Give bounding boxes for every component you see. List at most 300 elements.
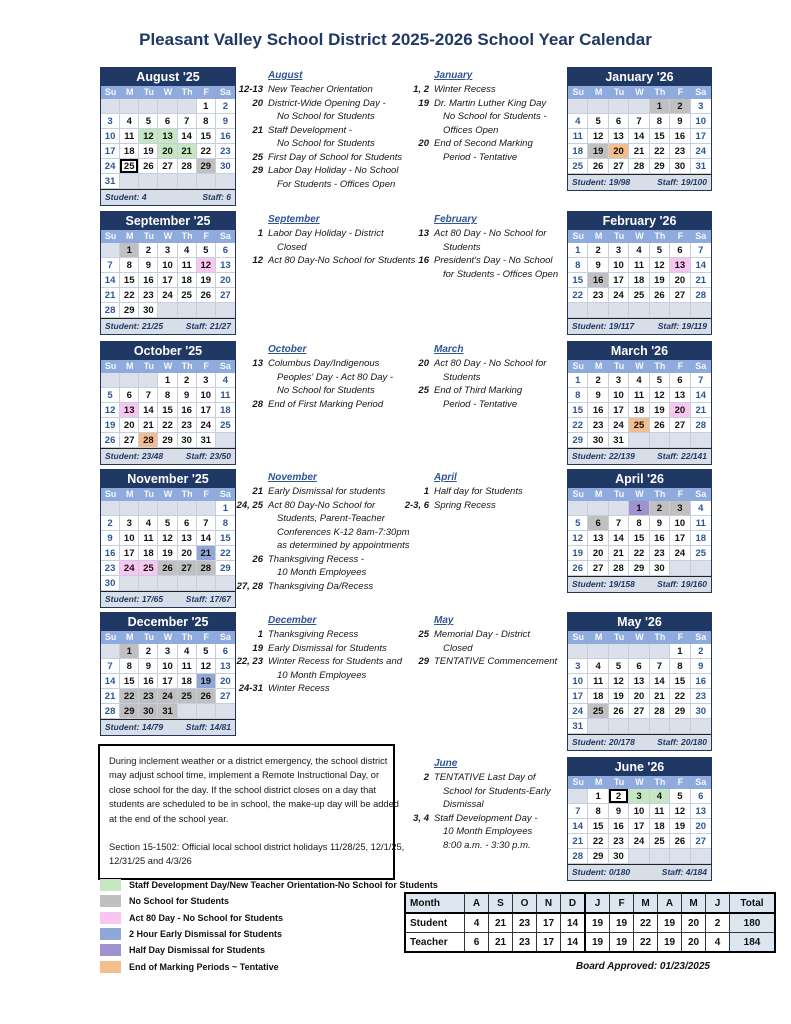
event-date: 25 — [418, 629, 429, 640]
calendar-day-cell: 29 — [629, 561, 649, 576]
text-line: students are scheduled to be in school, the make-up day will be added — [109, 799, 399, 810]
student-days-count: Student: 0/180 — [572, 867, 631, 877]
calendar-day-cell: 4 — [588, 659, 608, 674]
calendar-day-cell: 5 — [139, 114, 158, 129]
inclement-weather-notice — [98, 744, 405, 880]
day-of-week-header: Su — [568, 360, 588, 373]
calendar-day-cell: 19 — [197, 674, 216, 689]
calendar-day-cell: 5 — [197, 644, 216, 659]
day-of-week-header: M — [588, 631, 608, 644]
calendar-empty-cell — [197, 174, 216, 189]
calendar-day-cell: 11 — [178, 258, 197, 273]
event-row — [396, 771, 566, 785]
calendar-day-cell: 12 — [139, 129, 158, 144]
calendar-empty-cell — [158, 303, 177, 318]
summary-value: 21 — [489, 933, 513, 953]
calendar-grid — [568, 230, 711, 318]
calendar-day-cell: 30 — [670, 159, 690, 174]
calendar-day-cell: 1 — [158, 373, 177, 388]
calendar-day-cell: 10 — [158, 659, 177, 674]
calendar-day-cell: 10 — [101, 129, 120, 144]
calendar-empty-cell — [629, 433, 649, 448]
board-approved-note: Board Approved: 01/23/2025 — [575, 961, 710, 972]
calendar-day-cell: 8 — [120, 659, 139, 674]
calendar-day-cell: 2 — [588, 373, 608, 388]
event-date: 13 — [418, 228, 429, 239]
calendar-day-cell: 26 — [609, 704, 629, 719]
event-date: 2 — [423, 772, 429, 783]
event-date — [396, 151, 434, 165]
calendar-day-cell: 22 — [216, 546, 235, 561]
calendar-day-cell: 23 — [650, 546, 670, 561]
calendar-day-cell: 13 — [670, 388, 690, 403]
calendar-day-cell: 21 — [178, 144, 197, 159]
event-text: Students — [443, 371, 481, 383]
events-month-heading: January — [434, 70, 473, 81]
calendar-empty-cell — [691, 303, 711, 318]
calendar-day-cell: 28 — [650, 704, 670, 719]
calendar-day-cell: 21 — [568, 834, 588, 849]
calendar-month-title: April '26 — [568, 470, 711, 488]
calendar-empty-cell — [670, 849, 690, 864]
calendar-day-cell: 11 — [650, 804, 670, 819]
calendar-empty-cell — [609, 99, 629, 114]
calendar-day-cell: 6 — [691, 789, 711, 804]
summary-header: A — [465, 893, 489, 913]
calendar-day-cell: 8 — [568, 258, 588, 273]
summary-header: S — [489, 893, 513, 913]
student-days-count: Student: 4 — [105, 192, 147, 202]
calendar-day-cell: 20 — [120, 418, 139, 433]
event-date — [396, 398, 434, 412]
calendar-day-cell: 30 — [178, 433, 197, 448]
calendar-day-cell: 28 — [629, 159, 649, 174]
calendar-day-cell: 1 — [629, 501, 649, 516]
day-of-week-header: Su — [101, 631, 120, 644]
calendar-day-cell: 10 — [197, 388, 216, 403]
calendar-day-cell: 26 — [670, 834, 690, 849]
event-row — [396, 642, 566, 656]
day-of-week-header: F — [197, 360, 216, 373]
calendar-footer — [101, 591, 235, 607]
calendar-empty-cell — [216, 704, 235, 719]
calendar-day-cell: 4 — [568, 114, 588, 129]
calendar-day-cell: 25 — [588, 704, 608, 719]
event-row — [396, 124, 566, 138]
calendar-day-cell: 2 — [178, 373, 197, 388]
calendar-day-cell: 26 — [139, 159, 158, 174]
event-date — [230, 241, 268, 255]
calendar-day-cell: 7 — [691, 243, 711, 258]
calendar-june-2026 — [567, 757, 712, 881]
calendar-footer — [101, 189, 235, 205]
event-date — [396, 825, 434, 839]
calendar-day-cell: 25 — [650, 834, 670, 849]
event-row — [230, 580, 400, 594]
calendar-day-cell: 15 — [120, 273, 139, 288]
calendar-day-cell: 9 — [216, 114, 235, 129]
calendar-day-cell: 17 — [197, 403, 216, 418]
calendar-day-cell: 15 — [588, 819, 608, 834]
calendar-month-title: November '25 — [101, 470, 235, 488]
summary-header: Month — [405, 893, 465, 913]
calendar-empty-cell — [691, 433, 711, 448]
summary-header: N — [537, 893, 561, 913]
calendar-day-cell: 7 — [568, 804, 588, 819]
events-april — [396, 472, 566, 512]
event-text: 10 Month Employees — [277, 567, 367, 578]
calendar-day-cell: 29 — [197, 159, 216, 174]
calendar-day-cell: 1 — [650, 99, 670, 114]
event-date: 1 — [257, 228, 263, 239]
calendar-day-cell: 19 — [568, 546, 588, 561]
attendance-summary-table — [404, 892, 776, 953]
calendar-day-cell: 18 — [588, 689, 608, 704]
calendar-day-cell: 12 — [670, 804, 690, 819]
event-text: Offices Open — [443, 124, 499, 136]
event-date — [396, 371, 434, 385]
calendar-day-cell: 14 — [650, 674, 670, 689]
calendar-day-cell: 16 — [691, 674, 711, 689]
calendar-grid — [101, 86, 235, 189]
day-of-week-header: Sa — [691, 360, 711, 373]
calendar-september-2025 — [100, 211, 236, 335]
calendar-day-cell: 28 — [568, 849, 588, 864]
calendar-empty-cell — [158, 99, 177, 114]
calendar-day-cell: 26 — [650, 288, 670, 303]
calendar-day-cell: 18 — [178, 273, 197, 288]
calendar-january-2026 — [567, 67, 712, 191]
event-text: President's Day - No School — [434, 255, 553, 266]
calendar-day-cell: 22 — [650, 144, 670, 159]
event-text: Period - Tentative — [443, 151, 518, 163]
event-text: Dismissal — [443, 799, 484, 810]
calendar-empty-cell — [101, 373, 120, 388]
day-of-week-header: Su — [101, 86, 120, 99]
calendar-day-cell: 9 — [588, 388, 608, 403]
day-of-week-header: W — [158, 360, 177, 373]
calendar-day-cell: 25 — [139, 561, 158, 576]
calendar-day-cell: 18 — [568, 144, 588, 159]
calendar-day-cell: 31 — [197, 433, 216, 448]
event-date: 12 — [252, 255, 263, 266]
student-days-count: Student: 22/139 — [572, 451, 635, 461]
calendar-day-cell: 30 — [216, 159, 235, 174]
calendar-day-cell: 27 — [670, 288, 690, 303]
calendar-empty-cell — [139, 501, 158, 516]
calendar-day-cell: 6 — [629, 659, 649, 674]
calendar-day-cell: 5 — [670, 789, 690, 804]
calendar-day-cell: 2 — [588, 243, 608, 258]
calendar-day-cell: 15 — [568, 273, 588, 288]
event-date — [230, 384, 268, 398]
event-row — [230, 499, 400, 513]
calendar-day-cell: 12 — [197, 659, 216, 674]
event-text: End of First Marking Period — [268, 398, 384, 410]
event-row — [230, 110, 400, 124]
calendar-day-cell: 2 — [101, 516, 120, 531]
legend-item — [100, 926, 438, 942]
calendar-day-cell: 1 — [588, 789, 608, 804]
event-row — [396, 485, 566, 499]
calendar-day-cell: 21 — [629, 144, 649, 159]
legend-label: No School for Students — [129, 896, 229, 907]
events-march — [396, 344, 566, 411]
calendar-day-cell: 3 — [158, 243, 177, 258]
student-days-count: Student: 19/158 — [572, 579, 635, 589]
calendar-day-cell: 26 — [101, 433, 120, 448]
event-row — [396, 785, 566, 799]
calendar-day-cell: 22 — [197, 144, 216, 159]
calendar-empty-cell — [670, 303, 690, 318]
event-row — [396, 241, 566, 255]
event-row — [230, 227, 400, 241]
calendar-empty-cell — [158, 501, 177, 516]
calendar-day-cell: 19 — [650, 403, 670, 418]
calendar-day-cell: 17 — [609, 403, 629, 418]
calendar-day-cell: 25 — [120, 159, 139, 174]
day-of-week-header: Su — [568, 488, 588, 501]
summary-header: M — [682, 893, 706, 913]
calendar-day-cell: 20 — [216, 273, 235, 288]
calendar-empty-cell — [568, 789, 588, 804]
event-text: TENTATIVE Commencement — [434, 656, 558, 667]
events-august — [230, 70, 403, 191]
day-of-week-header: M — [588, 230, 608, 243]
calendar-day-cell: 12 — [158, 531, 177, 546]
calendar-day-cell: 21 — [139, 418, 158, 433]
summary-value: 23 — [513, 933, 537, 953]
calendar-empty-cell — [120, 501, 139, 516]
calendar-day-cell: 21 — [197, 546, 216, 561]
calendar-day-cell: 25 — [629, 418, 649, 433]
calendar-day-cell: 28 — [101, 303, 120, 318]
event-date: 28 — [252, 398, 263, 410]
calendar-empty-cell — [178, 501, 197, 516]
day-of-week-header: M — [120, 631, 139, 644]
calendar-empty-cell — [568, 303, 588, 318]
calendar-day-cell: 24 — [158, 689, 177, 704]
calendar-day-cell: 28 — [691, 418, 711, 433]
calendar-day-cell: 19 — [650, 273, 670, 288]
calendar-day-cell: 12 — [650, 258, 670, 273]
day-of-week-header: Sa — [216, 230, 235, 243]
calendar-day-cell: 2 — [650, 501, 670, 516]
calendar-day-cell: 7 — [197, 516, 216, 531]
calendar-day-cell: 18 — [691, 531, 711, 546]
event-date: 16 — [418, 255, 429, 266]
summary-value: 19 — [658, 933, 682, 953]
day-of-week-header: M — [588, 360, 608, 373]
calendar-footer — [568, 864, 711, 880]
calendar-day-cell: 1 — [120, 243, 139, 258]
calendar-day-cell: 24 — [691, 144, 711, 159]
day-of-week-header: Tu — [139, 488, 158, 501]
text-line: at the end of the school year. — [109, 813, 229, 824]
event-row — [230, 124, 400, 138]
calendar-day-cell: 15 — [158, 403, 177, 418]
calendar-day-cell: 18 — [650, 819, 670, 834]
event-text: Winter Recess — [268, 683, 330, 694]
event-date: 1 — [257, 629, 263, 640]
day-of-week-header: Su — [568, 230, 588, 243]
calendar-day-cell: 6 — [670, 243, 690, 258]
calendar-day-cell: 8 — [120, 258, 139, 273]
calendar-day-cell: 14 — [568, 819, 588, 834]
event-date: 25 — [418, 385, 429, 396]
calendar-empty-cell — [650, 719, 670, 734]
legend-item — [100, 910, 438, 926]
event-row — [396, 97, 566, 111]
calendar-day-cell: 24 — [609, 288, 629, 303]
calendar-footer — [568, 174, 711, 190]
day-of-week-header: Tu — [609, 631, 629, 644]
day-of-week-header: W — [629, 631, 649, 644]
calendar-day-cell: 5 — [650, 373, 670, 388]
calendar-empty-cell — [568, 644, 588, 659]
calendar-empty-cell — [197, 576, 216, 591]
calendar-day-cell: 16 — [670, 129, 690, 144]
calendar-day-cell: 29 — [216, 561, 235, 576]
calendar-day-cell: 28 — [178, 159, 197, 174]
calendar-april-2026 — [567, 469, 712, 593]
student-days-count: Student: 23/48 — [105, 451, 164, 461]
calendar-day-cell: 3 — [120, 516, 139, 531]
calendar-empty-cell — [609, 644, 629, 659]
calendar-day-cell: 11 — [629, 258, 649, 273]
event-date — [396, 124, 434, 138]
calendar-day-cell: 8 — [158, 388, 177, 403]
events-december — [230, 615, 403, 696]
event-row — [230, 357, 400, 371]
event-text: Peoples' Day - Act 80 Day - — [277, 371, 394, 383]
summary-value: 19 — [610, 913, 634, 933]
day-of-week-header: W — [629, 360, 649, 373]
summary-value: 17 — [537, 913, 561, 933]
inclement-weather-paragraph — [109, 754, 399, 826]
attendance-summary — [404, 892, 776, 953]
calendar-day-cell: 13 — [670, 258, 690, 273]
summary-header: O — [513, 893, 537, 913]
calendar-day-cell: 5 — [609, 659, 629, 674]
calendar-day-cell: 8 — [588, 804, 608, 819]
day-of-week-header: Su — [568, 86, 588, 99]
calendar-day-cell: 19 — [588, 144, 608, 159]
calendar-day-cell: 21 — [650, 689, 670, 704]
summary-value: 22 — [634, 913, 658, 933]
event-row — [230, 669, 400, 683]
day-of-week-header: Su — [568, 776, 588, 789]
calendar-day-cell: 30 — [650, 561, 670, 576]
events-june — [396, 758, 566, 852]
calendar-empty-cell — [178, 576, 197, 591]
event-text: Act 80 Day-No School for — [268, 499, 376, 511]
day-of-week-header: Th — [178, 86, 197, 99]
event-text: Act 80 Day - No School for — [434, 228, 547, 239]
event-date: 22, 23 — [236, 656, 263, 667]
calendar-empty-cell — [609, 719, 629, 734]
event-text: Columbus Day/Indigenous — [268, 358, 380, 369]
calendar-day-cell: 25 — [178, 689, 197, 704]
summary-value: 19 — [610, 933, 634, 953]
summary-header: F — [610, 893, 634, 913]
legend-item — [100, 893, 438, 909]
legend-item — [100, 877, 438, 893]
calendar-day-cell: 10 — [629, 804, 649, 819]
summary-header: M — [634, 893, 658, 913]
event-row — [230, 566, 400, 580]
calendar-day-cell: 27 — [120, 433, 139, 448]
calendar-day-cell: 7 — [650, 659, 670, 674]
calendar-empty-cell — [568, 501, 588, 516]
event-text: Labor Day Holiday - No School — [268, 165, 399, 176]
event-row — [230, 628, 400, 642]
calendar-day-cell: 4 — [178, 243, 197, 258]
event-text: Memorial Day - District — [434, 629, 531, 640]
calendar-day-cell: 16 — [139, 273, 158, 288]
event-row — [230, 485, 400, 499]
event-date: 3, 4 — [413, 812, 429, 824]
calendar-day-cell: 15 — [650, 129, 670, 144]
event-date: 12-13 — [238, 84, 263, 95]
calendar-day-cell: 17 — [101, 144, 120, 159]
day-of-week-header: Th — [178, 360, 197, 373]
event-date: 29 — [418, 656, 429, 667]
calendar-day-cell: 14 — [609, 531, 629, 546]
staff-days-count: Staff: 14/81 — [185, 722, 231, 732]
calendar-footer — [101, 448, 235, 464]
calendar-day-cell: 5 — [650, 243, 670, 258]
legend-item — [100, 958, 438, 974]
calendar-day-cell: 16 — [609, 819, 629, 834]
calendar-day-cell: 19 — [670, 819, 690, 834]
day-of-week-header: Tu — [139, 230, 158, 243]
summary-value: 4 — [465, 913, 489, 933]
calendar-day-cell: 4 — [139, 516, 158, 531]
events-month-heading: November — [268, 472, 317, 483]
calendar-day-cell: 10 — [691, 114, 711, 129]
calendar-empty-cell — [120, 373, 139, 388]
calendar-day-cell: 10 — [609, 258, 629, 273]
calendar-empty-cell — [670, 561, 690, 576]
event-text: No School for Students — [277, 111, 375, 122]
event-date — [230, 669, 268, 683]
calendar-day-cell: 22 — [120, 288, 139, 303]
event-row — [396, 137, 566, 151]
student-days-count: Student: 17/65 — [105, 594, 164, 604]
event-row — [396, 839, 566, 853]
calendar-day-cell: 7 — [101, 659, 120, 674]
calendar-day-cell: 11 — [588, 674, 608, 689]
calendar-day-cell: 16 — [178, 403, 197, 418]
calendar-day-cell: 15 — [568, 403, 588, 418]
summary-value: 20 — [682, 933, 706, 953]
calendar-day-cell: 3 — [670, 501, 690, 516]
staff-days-count: Staff: 21/27 — [185, 321, 231, 331]
day-of-week-header: W — [158, 488, 177, 501]
day-of-week-header: W — [629, 230, 649, 243]
event-text: Students — [443, 241, 481, 253]
calendar-day-cell: 3 — [629, 789, 649, 804]
events-october — [230, 344, 400, 411]
calendar-day-cell: 4 — [120, 114, 139, 129]
event-text: Winter Recess — [434, 84, 496, 95]
calendar-empty-cell — [197, 704, 216, 719]
calendar-day-cell: 26 — [197, 689, 216, 704]
event-row — [230, 97, 400, 111]
calendar-day-cell: 7 — [178, 114, 197, 129]
calendar-day-cell: 17 — [158, 674, 177, 689]
